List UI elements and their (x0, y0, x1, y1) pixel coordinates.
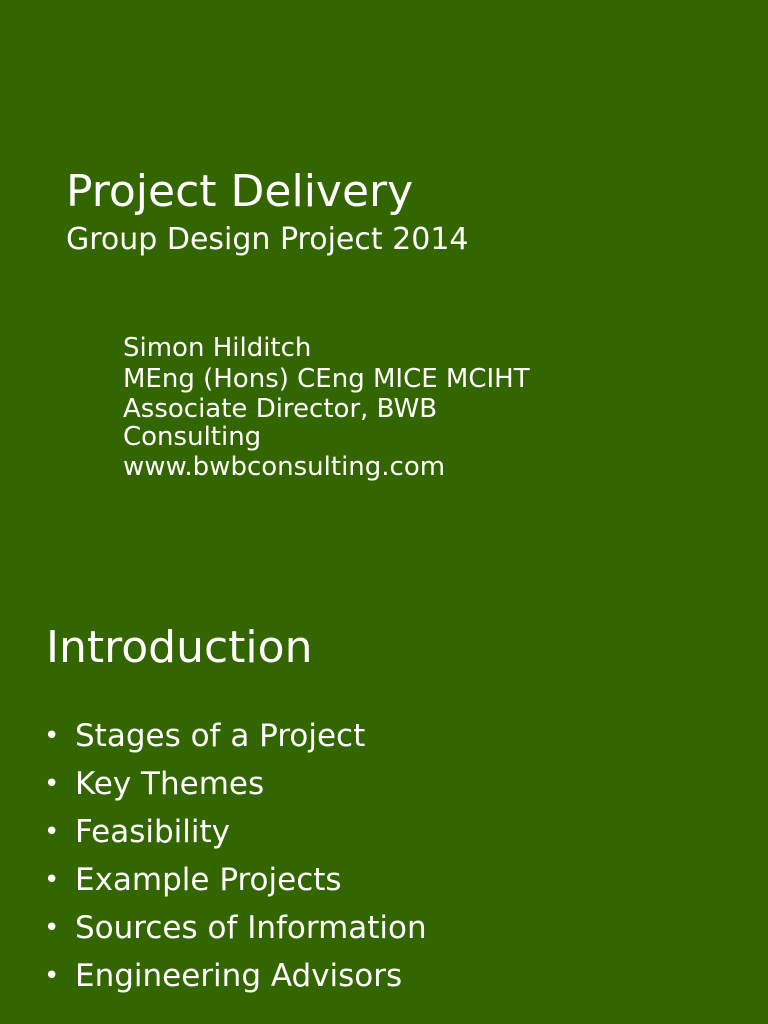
agenda-item (44, 952, 427, 1000)
agenda-item (44, 856, 427, 904)
bullet-icon: • (44, 721, 60, 751)
bullet-icon: • (44, 913, 60, 943)
author-block (123, 333, 603, 483)
agenda-item (44, 760, 427, 808)
introduction-slide (0, 576, 768, 1024)
introduction-title: Introduction (46, 622, 313, 673)
agenda-item-label: Sources of Information (75, 910, 427, 946)
agenda-item-label: Feasibility (75, 814, 230, 850)
bullet-icon: • (44, 817, 60, 847)
presentation-title: Project Delivery (66, 166, 414, 217)
bullet-icon: • (44, 961, 60, 991)
agenda-item (44, 712, 427, 760)
agenda-item-label: Stages of a Project (75, 718, 366, 754)
author-website: www.bwbconsulting.com (123, 452, 446, 482)
agenda-item (44, 808, 427, 856)
agenda-item (44, 904, 427, 952)
agenda-item-label: Example Projects (75, 862, 342, 898)
agenda-list (44, 712, 427, 1000)
author-name: Simon Hilditch (123, 333, 312, 363)
agenda-item-label: Engineering Advisors (75, 958, 403, 994)
author-role: Associate Director, BWB Consulting (123, 394, 438, 452)
author-qualifications: MEng (Hons) CEng MICE MCIHT (123, 364, 530, 394)
bullet-icon: • (44, 769, 60, 799)
bullet-icon: • (44, 865, 60, 895)
presentation-subtitle: Group Design Project 2014 (66, 222, 469, 257)
agenda-item-label: Key Themes (75, 766, 265, 802)
